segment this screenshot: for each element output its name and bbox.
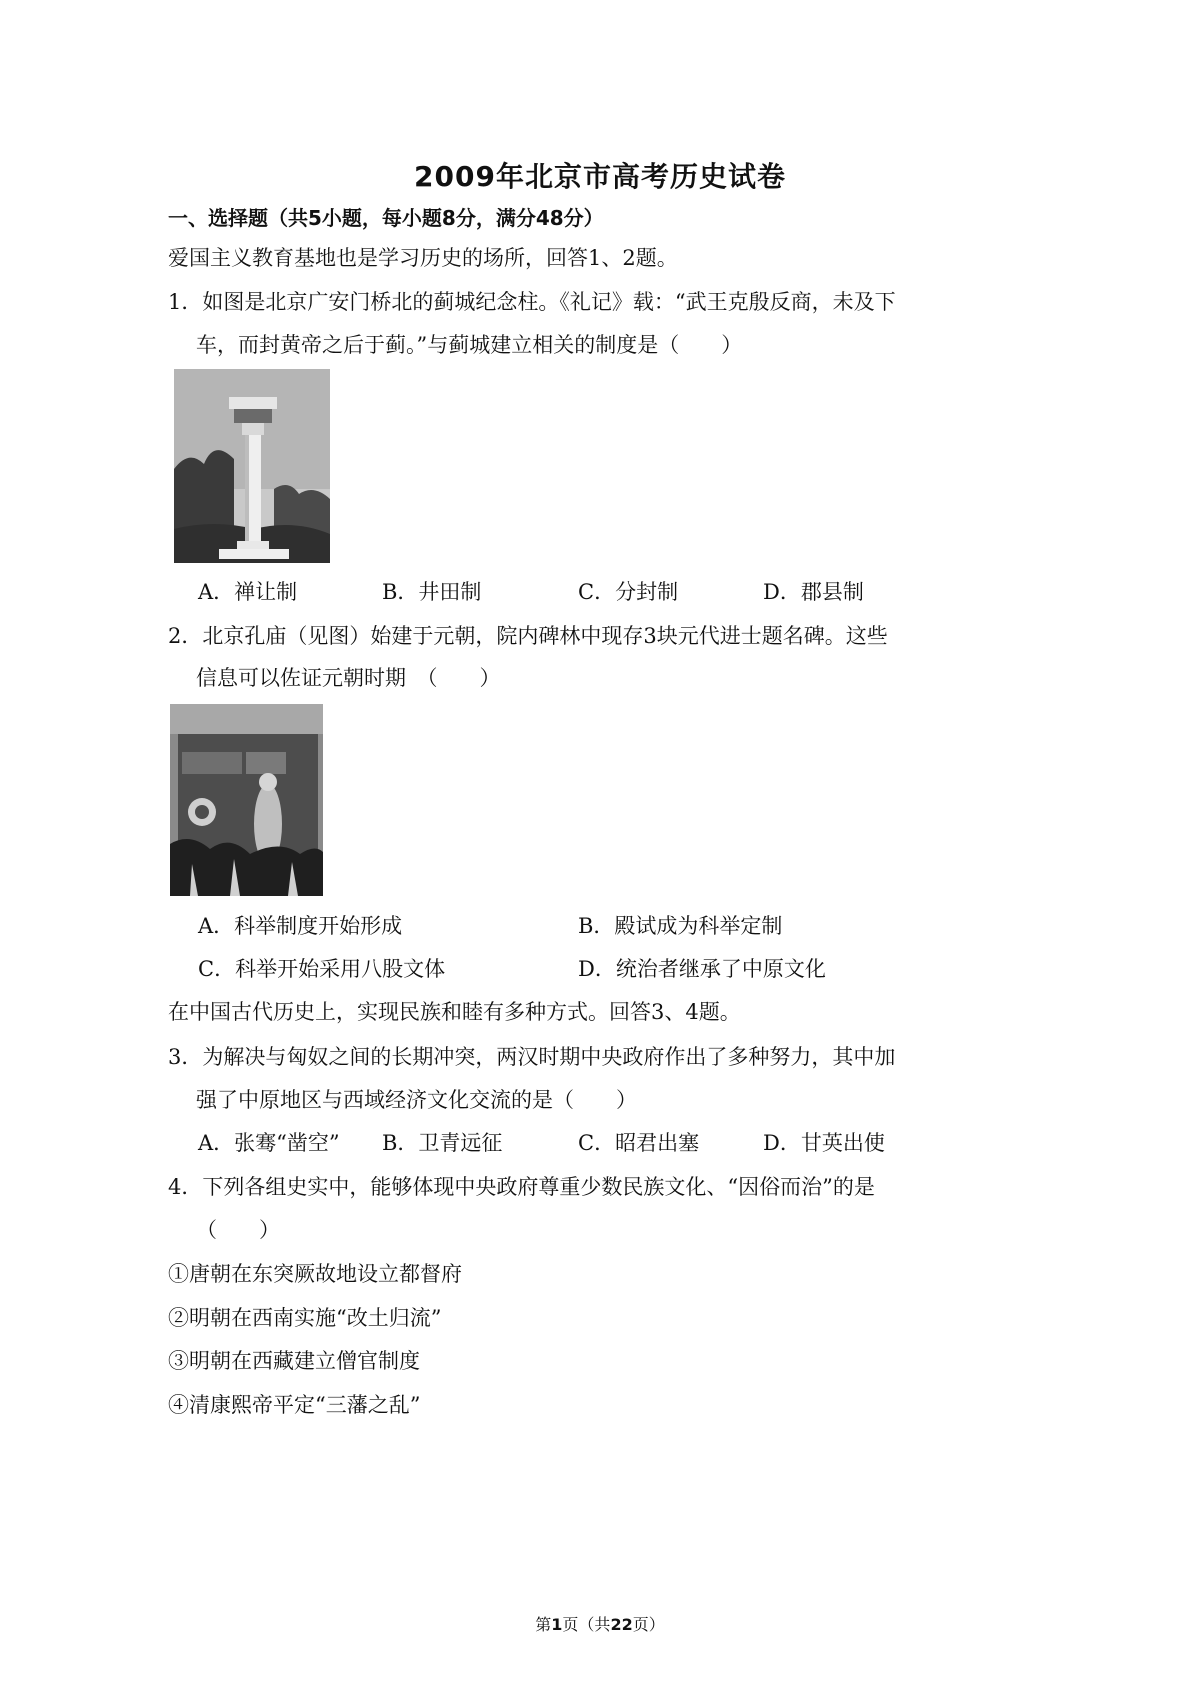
page-footer bbox=[0, 1612, 1200, 1635]
intro-text-2: 在中国古代历史上，实现民族和睦有多种方式。回答3、4题。 bbox=[168, 1000, 741, 1024]
q3-option-a: A．张骞“凿空” bbox=[198, 1131, 340, 1155]
q1-option-a: A．禅让制 bbox=[198, 580, 298, 604]
q2-option-c: C．科举开始采用八股文体 bbox=[198, 957, 446, 981]
q4-item-2: ②明朝在西南实施“改土归流” bbox=[168, 1306, 442, 1330]
footer-total-pages: 22 bbox=[610, 1615, 633, 1634]
q4-item-1: ①唐朝在东突厥故地设立都督府 bbox=[168, 1262, 462, 1286]
q2-option-d: D．统治者继承了中原文化 bbox=[578, 957, 826, 981]
confucius-temple-photo bbox=[170, 704, 323, 896]
footer-page-number: 1 bbox=[551, 1615, 563, 1634]
question-1-line-2: 车，而封黄帝之后于蓟。”与蓟城建立相关的制度是（ ） bbox=[196, 333, 743, 357]
q1-option-d: D．郡县制 bbox=[763, 580, 864, 604]
q1-option-c: C．分封制 bbox=[578, 580, 679, 604]
jicheng-pillar-photo bbox=[174, 369, 330, 563]
q3-option-d: D．甘英出使 bbox=[763, 1131, 885, 1155]
question-3-line-2: 强了中原地区与西域经济文化交流的是（ ） bbox=[196, 1088, 637, 1112]
question-3-line-1: 3．为解决与匈奴之间的长期冲突，两汉时期中央政府作出了多种努力，其中加 bbox=[168, 1045, 896, 1069]
page-title: 2009年北京市高考历史试卷 bbox=[414, 160, 786, 193]
q2-option-b: B．殿试成为科举定制 bbox=[578, 914, 783, 938]
footer-middle: 页（共 bbox=[562, 1615, 611, 1634]
intro-text: 爱国主义教育基地也是学习历史的场所，回答1、2题。 bbox=[168, 246, 678, 270]
q2-option-a: A．科举制度开始形成 bbox=[198, 914, 403, 938]
footer-suffix: 页） bbox=[632, 1615, 665, 1634]
question-2-line-2: 信息可以佐证元朝时期 （ ） bbox=[196, 666, 501, 690]
section-heading: 一、选择题（共5小题，每小题8分，满分48分） bbox=[168, 206, 604, 230]
question-1-line-1: 1．如图是北京广安门桥北的蓟城纪念柱。《礼记》载：“武王克殷反商，未及下 bbox=[168, 290, 896, 314]
q4-item-3: ③明朝在西藏建立僧官制度 bbox=[168, 1349, 420, 1373]
question-4-line-2: （ ） bbox=[196, 1218, 280, 1242]
q1-option-b: B．井田制 bbox=[382, 580, 482, 604]
q4-item-4: ④清康熙帝平定“三藩之乱” bbox=[168, 1393, 421, 1417]
footer-prefix: 第 bbox=[535, 1615, 552, 1634]
question-2-line-1: 2．北京孔庙（见图）始建于元朝，院内碑林中现存3块元代进士题名碑。这些 bbox=[168, 624, 888, 648]
q3-option-b: B．卫青远征 bbox=[382, 1131, 503, 1155]
question-4-line-1: 4．下列各组史实中，能够体现中央政府尊重少数民族文化、“因俗而治”的是 bbox=[168, 1175, 875, 1199]
q3-option-c: C．昭君出塞 bbox=[578, 1131, 700, 1155]
